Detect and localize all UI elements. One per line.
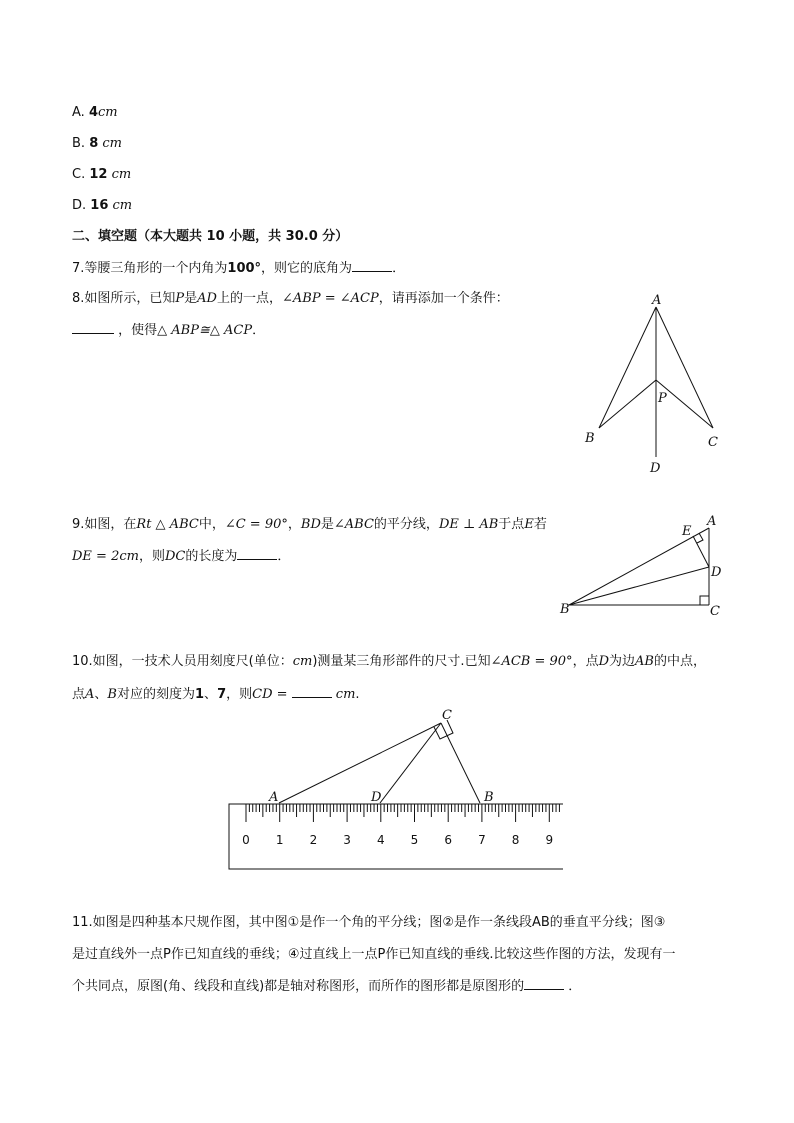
ruler-tick-label: 5 [410,833,419,847]
q8-math-p: P [175,291,185,306]
q10-text: )测量某三角形部件的尺寸.已知 [312,654,491,669]
option-value: 8 [89,136,99,151]
ruler-tick-label: 7 [478,833,486,847]
ruler-labels [242,833,553,847]
label-p: P [658,391,667,406]
label-a: A [269,790,279,805]
q8-text: 是 [184,291,198,306]
q9-math-c90: ∠C = 90° [224,517,288,532]
q9-text: 的长度为 [185,549,238,564]
label-b: B [585,431,595,446]
question-11-line-3 [72,977,581,996]
q9-text: 的平分线， [373,517,439,532]
q9-math-e: E [524,517,534,532]
q11-text: ． [568,979,582,994]
q11-text: 个共同点，原图(角、线段和直线)都是轴对称图形，而所作的图形都是原图形的 [72,979,525,994]
question-11-line-2: 是过直线外一点P作已知直线的垂线；④过直线上一点P作已知直线的垂线.比较这些作图的方法，发现有一 [72,947,676,962]
option-letter: B. [72,136,86,151]
ruler-tick-label: 1 [275,833,284,847]
label-e: E [682,524,692,539]
label-c: C [442,708,452,723]
q8-text: 上的一点， [216,291,282,306]
option-letter: C. [72,167,86,182]
q10-text: 的中点， [653,654,706,669]
answer-blank [524,977,564,990]
q9-math-dc: DC [164,549,186,564]
q9-text: 9.如图，在 [72,517,137,532]
q9-math-de: DE = 2cm [72,549,139,564]
ruler-tick-label: 3 [343,833,351,847]
option-value: 16 [90,198,109,213]
option-unit: cm [97,105,118,120]
ruler-tick-label: 9 [545,833,554,847]
q9-math-perp: DE ⊥ AB [438,517,499,532]
q8-text: ． [252,323,266,338]
q10-value-1: 1 [195,687,205,702]
q10-text: 、 [94,687,108,702]
q10-math-b: B [107,687,117,702]
q8-text: ，请再添加一个条件： [378,291,509,306]
q9-math-bd: BD [300,517,321,532]
q10-text: ，点 [572,654,599,669]
section-heading: 二、填空题（本大题共 10 小题，共 30.0 分） [72,229,349,244]
q10-math-cm: cm [292,654,313,669]
label-c: C [708,435,718,450]
label-d: D [650,461,661,476]
option-value: 4 [88,105,98,120]
q10-text: 10.如图，一技术人员用刻度尺(单位： [72,654,293,669]
q10-math-cd: CD = [252,687,292,702]
question-11-line-1: 11.如图是四种基本尺规作图，其中图①是作一个角的平分线；图②是作一条线段AB的垂直平分线；图③ [72,915,666,930]
q10-math-acb: ∠ACB = 90° [490,654,573,669]
q10-text: . [355,687,360,702]
ruler-tick-label: 8 [511,833,520,847]
q10-math-d: D [598,654,610,669]
option-letter: D. [72,198,87,213]
q10-text: ，则 [226,687,253,702]
q9-text: ． [277,549,291,564]
q7-angle: 100° [227,261,262,276]
label-d: D [371,790,382,805]
ruler-tick-label: 2 [309,833,318,847]
option-unit: cm [102,136,122,151]
label-d: D [711,565,722,580]
ruler-tick-label: 6 [444,833,453,847]
q7-prefix: 7.等腰三角形的一个内角为 [72,261,228,276]
q7-end: ． [392,261,406,276]
q10-math-a: A [85,687,95,702]
q10-math-ab: AB [635,654,654,669]
label-a: A [707,514,717,529]
q9-text: 于点 [498,517,525,532]
q7-mid: ，则它的底角为 [261,261,353,276]
label-c: C [710,604,720,619]
q9-math-rt: Rt △ ABC [136,517,199,532]
q9-math-abc: ∠ABC [333,517,374,532]
q8-math-congruence: △ ABP≅△ ACP [157,323,253,338]
q8-text: ，使得 [118,323,158,338]
q9-text: 若 [533,517,547,532]
q8-text: 8.如图所示，已知 [72,291,176,306]
option-unit: cm [112,198,133,213]
q10-text: 对应的刻度为 [116,687,195,702]
q9-text: 中， [198,517,225,532]
option-value: 12 [89,167,108,182]
option-letter: A. [72,105,85,120]
q10-math-unit: cm [335,687,356,702]
q9-text: 是 [320,517,334,532]
q9-text: ， [287,517,301,532]
label-b: B [560,602,570,617]
q10-value-7: 7 [217,687,227,702]
q10-text: 点 [72,687,86,702]
label-a: A [652,293,662,308]
q9-text: ，则 [138,549,165,564]
option-unit: cm [111,167,132,182]
label-b: B [484,790,494,805]
q8-math-ad: AD [197,291,217,306]
q10-text: 为边 [609,654,636,669]
q8-math-condition: ∠ABP = ∠ACP [282,291,379,306]
q10-text: 、 [204,687,218,702]
ruler-tick-label: 4 [376,833,385,847]
ruler-tick-label: 0 [242,833,250,847]
